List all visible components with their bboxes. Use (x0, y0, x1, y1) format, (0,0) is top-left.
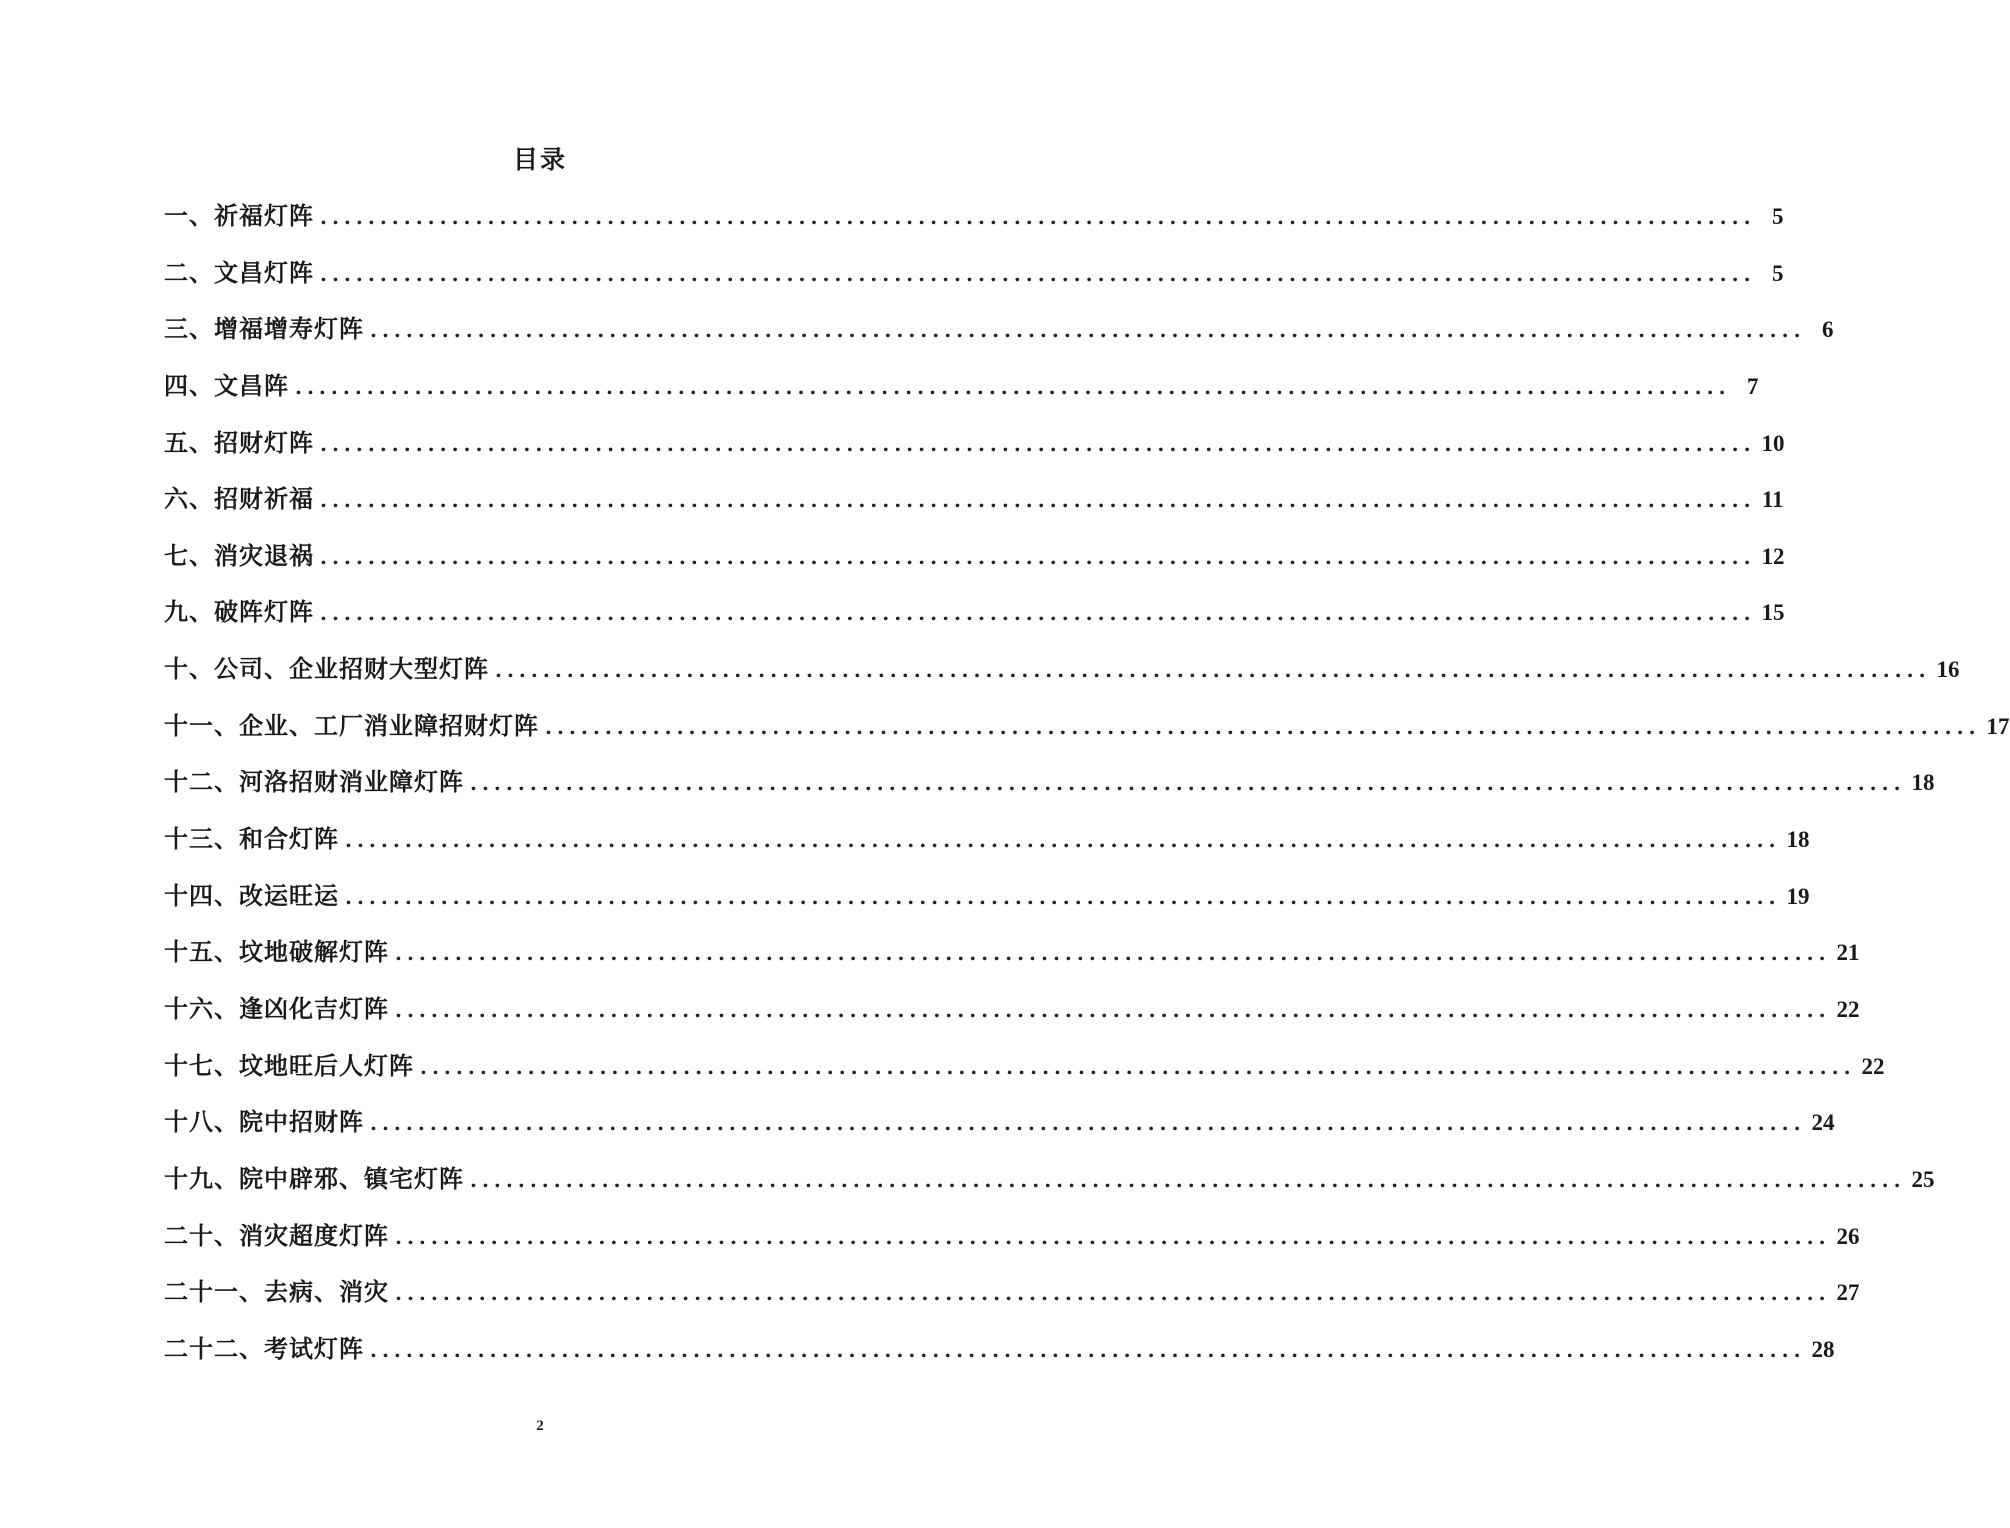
toc-leader-dots: ........................................................................................................................ (320, 261, 1756, 286)
toc-leader-dots: ........................................................................................................................ (345, 884, 1781, 909)
toc-leader-dots: ........................................................................................................................ (345, 828, 1781, 853)
toc-entry-label: 十一、企业、工厂消业障招财灯阵 (164, 710, 539, 740)
toc-entry-label: 四、文昌阵 (164, 370, 289, 400)
toc-entry (164, 1046, 1885, 1103)
toc-entry (164, 1272, 1860, 1329)
toc-entry (164, 309, 1834, 366)
toc-leader-dots: ........................................................................................................................ (395, 997, 1831, 1022)
toc-entry-page: 27 (1836, 1280, 1860, 1306)
toc-entry-label: 十三、和合灯阵 (164, 824, 339, 854)
toc-entry-page: 17 (1986, 713, 2010, 739)
toc-entry-page: 18 (1911, 770, 1935, 796)
toc-entry-label: 一、祈福灯阵 (164, 201, 314, 230)
toc-leader-dots: ........................................................................................................................ (395, 1281, 1831, 1306)
toc-entry (164, 819, 1810, 876)
toc-entry-label: 十七、坟地旺后人灯阵 (164, 1050, 414, 1080)
toc-entry-page: 19 (1786, 883, 1810, 909)
toc-entry-page: 18 (1786, 827, 1810, 853)
toc-entry (164, 876, 1810, 933)
toc-entry (164, 649, 1960, 706)
toc-entry-page: 25 (1911, 1166, 1935, 1192)
toc-entry (164, 762, 1935, 819)
toc-entry (164, 706, 2010, 763)
toc-leader-dots: ........................................................................................................................ (320, 488, 1756, 513)
toc-leader-dots: ........................................................................................................................ (395, 1224, 1831, 1249)
toc-leader-dots: ........................................................................................................................ (320, 544, 1756, 569)
toc-entry-label: 九、破阵灯阵 (164, 597, 314, 627)
toc-entry (164, 1102, 1835, 1159)
toc-leader-dots: ........................................................................................................................ (370, 318, 1806, 343)
toc-entry (164, 1329, 1835, 1386)
toc-entry (164, 1216, 1860, 1273)
toc-entry-page: 26 (1836, 1223, 1860, 1249)
toc-entry (164, 932, 1860, 989)
toc-entry (164, 196, 1784, 253)
toc-leader-dots: ........................................................................................................................ (420, 1054, 1856, 1079)
toc-entry-label: 十九、院中辟邪、镇宅灯阵 (164, 1163, 464, 1193)
toc-entry-page: 24 (1811, 1110, 1835, 1136)
toc-entry (164, 366, 1759, 423)
toc-entry-page: 15 (1761, 600, 1785, 626)
toc-leader-dots: ........................................................................................................................ (295, 374, 1731, 399)
toc-entry-page: 28 (1811, 1336, 1835, 1362)
toc-entry-label: 十、公司、企业招财大型灯阵 (164, 654, 489, 684)
toc-entry-page: 21 (1836, 940, 1860, 966)
toc-entry (164, 989, 1860, 1046)
toc-entry-label: 五、招财灯阵 (164, 427, 314, 457)
toc-entry (164, 423, 1785, 480)
toc-entry-label: 二十一、去病、消灾 (164, 1277, 389, 1307)
toc-entry-page: 11 (1761, 487, 1784, 513)
toc-entry-label: 二十、消灾超度灯阵 (164, 1220, 389, 1250)
toc-entry-label: 三、增福增寿灯阵 (164, 314, 364, 344)
toc-leader-dots: ........................................................................................................................ (545, 714, 1981, 739)
toc-entry-label: 二、文昌灯阵 (164, 257, 314, 287)
toc-entry-label: 六、招财祈福 (164, 484, 314, 514)
toc-entry-page: 5 (1772, 204, 1784, 229)
toc-entry (164, 253, 1784, 310)
toc-entry-page: 10 (1761, 430, 1785, 456)
toc-entry-page: 12 (1761, 543, 1785, 569)
toc-entry-label: 十四、改运旺运 (164, 880, 339, 910)
toc-entry (164, 592, 1785, 649)
toc-leader-dots: ........................................................................................................................ (470, 771, 1906, 796)
toc-entry-label: 十八、院中招财阵 (164, 1107, 364, 1137)
toc-entry (164, 479, 1784, 536)
page-number: 2 (536, 1418, 544, 1434)
toc-leader-dots: ........................................................................................................................ (320, 205, 1756, 229)
toc-title: 目录 (512, 145, 567, 174)
toc-entry-page: 7 (1747, 373, 1759, 399)
toc-leader-dots: ........................................................................................................................ (470, 1167, 1906, 1192)
toc-entry (164, 1159, 1935, 1216)
toc-entry-page: 16 (1936, 657, 1960, 683)
toc-entry-label: 十五、坟地破解灯阵 (164, 937, 389, 967)
toc-leader-dots: ........................................................................................................................ (320, 601, 1756, 626)
toc-entry-page: 22 (1836, 996, 1860, 1022)
toc-entry-label: 十二、河洛招财消业障灯阵 (164, 767, 464, 797)
toc-leader-dots: ........................................................................................................................ (495, 658, 1931, 683)
toc-leader-dots: ........................................................................................................................ (395, 941, 1831, 966)
toc-entry-label: 十六、逢凶化吉灯阵 (164, 993, 389, 1023)
toc-entry-page: 6 (1822, 317, 1834, 343)
toc-entry (164, 536, 1785, 593)
toc-entry-page: 22 (1861, 1053, 1885, 1079)
toc-entry-label: 七、消灾退祸 (164, 540, 314, 570)
toc-entry-label: 二十二、考试灯阵 (164, 1333, 364, 1363)
toc-entry-page: 5 (1772, 260, 1784, 286)
toc-leader-dots: ........................................................................................................................ (370, 1111, 1806, 1136)
table-of-contents (164, 196, 2010, 1385)
toc-leader-dots: ........................................................................................................................ (370, 1337, 1806, 1362)
toc-leader-dots: ........................................................................................................................ (320, 431, 1756, 456)
